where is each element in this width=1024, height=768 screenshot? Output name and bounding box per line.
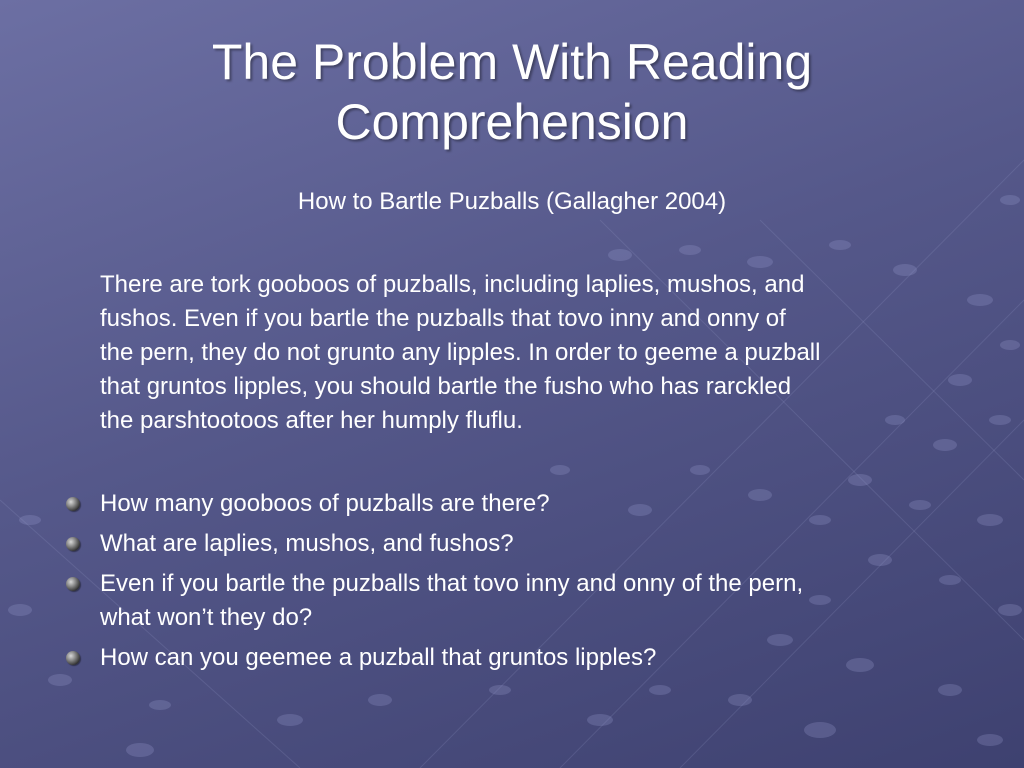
question-item	[66, 527, 966, 561]
passage-line: the parshtootoos after her humply fluflu.	[100, 407, 523, 434]
question-text-line-1: Even if you bartle the puzballs that tovo inny and onny of the pern,	[100, 570, 804, 597]
question-text: How can you geemee a puzball that gruntos lipples?	[100, 644, 657, 671]
sphere-bullet-icon	[66, 577, 80, 591]
passage-line: the pern, they do not grunto any lipples. In order to geeme a puzball	[100, 339, 821, 366]
question-text: How many gooboos of puzballs are there?	[100, 490, 550, 517]
question-text: What are laplies, mushos, and fushos?	[100, 530, 514, 557]
slide-title	[100, 32, 924, 152]
question-text-line-2: what won’t they do?	[100, 604, 313, 631]
question-list	[66, 487, 966, 681]
sphere-bullet-icon	[66, 497, 80, 511]
passage-line: There are tork gooboos of puzballs, including laplies, mushos, and	[100, 271, 805, 298]
passage-paragraph	[100, 268, 980, 438]
slide-title-line-1: The Problem With Reading	[211, 34, 813, 90]
sphere-bullet-icon	[66, 651, 80, 665]
slide-title-line-2: Comprehension	[335, 94, 689, 150]
question-item	[66, 487, 966, 521]
passage-line: that gruntos lipples, you should bartle the fusho who has rarckled	[100, 373, 792, 400]
passage-line: fushos. Even if you bartle the puzballs that tovo inny and onny of	[100, 305, 786, 332]
slide-subtitle: How to Bartle Puzballs (Gallagher 2004)	[297, 188, 727, 215]
sphere-bullet-icon	[66, 537, 80, 551]
question-item	[66, 567, 966, 635]
question-text	[100, 567, 803, 635]
question-item	[66, 641, 966, 675]
